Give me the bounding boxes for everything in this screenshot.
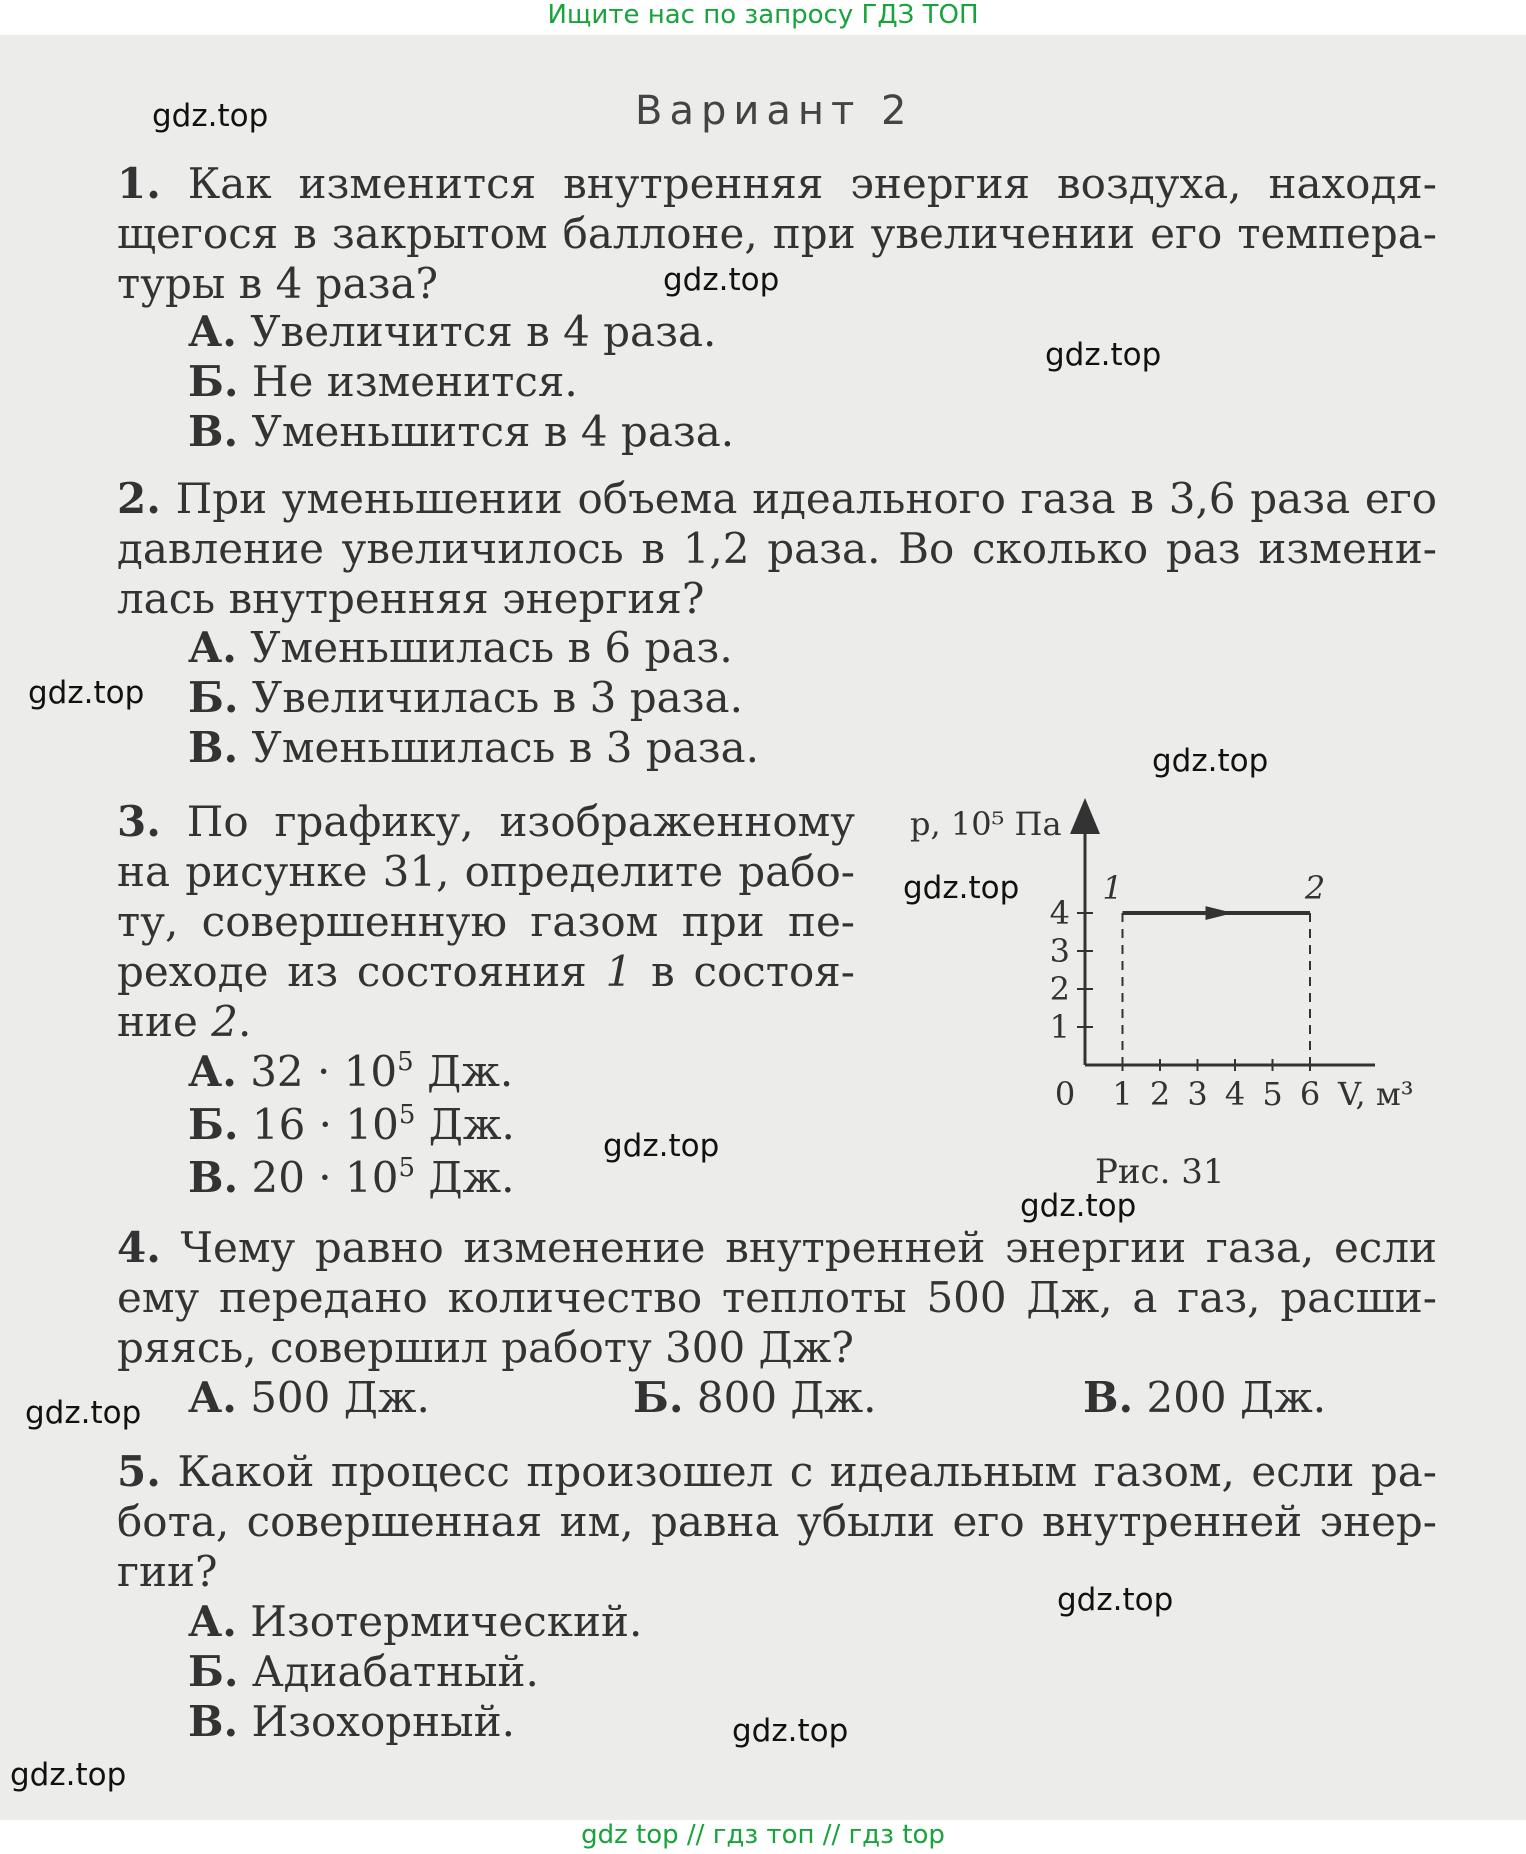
x-tick-label: 4 — [1224, 1075, 1246, 1113]
q3-option-c: В. $20 \cdot 10^5$ Дж. — [188, 1152, 515, 1202]
pv-diagram — [895, 795, 1455, 1115]
q2-line3: лась внутренняя энергия? — [117, 574, 705, 623]
y-tick-label: 4 — [1049, 894, 1070, 932]
q1-line1: 1. Как изменится внутренняя энергия воздуха, находя- — [117, 159, 1437, 208]
q2-option-c: В. Уменьшилась в 3 раза. — [188, 723, 760, 772]
q5-option-a: А. Изотермический. — [188, 1597, 643, 1646]
q3-line5: ние 2. — [117, 997, 252, 1046]
q5-option-b: Б. Адиабатный. — [188, 1647, 539, 1696]
q1-option-a: А. Увеличится в 4 раза. — [188, 307, 717, 356]
watermark: gdz.top — [1152, 743, 1269, 779]
watermark: gdz.top — [903, 870, 1020, 906]
watermark: gdz.top — [152, 98, 269, 134]
q1-option-b: Б. Не изменится. — [188, 357, 578, 406]
q2-option-a: А. Уменьшилась в 6 раз. — [188, 623, 733, 672]
q3-line2: на рисунке 31, определите рабо- — [117, 847, 855, 896]
q4-option-c: В. 200 Дж. — [1083, 1373, 1327, 1422]
q4-line1: 4. Чему равно изменение внутренней энергии газа, если — [117, 1223, 1437, 1272]
watermark: gdz.top — [25, 1395, 142, 1431]
state-label: 1 — [1102, 869, 1123, 907]
top-banner: Ищите нас по запросу ГДЗ ТОП — [547, 0, 979, 30]
q5-line2: бота, совершенная им, равна убыли его внутренней энер- — [117, 1497, 1437, 1546]
origin-label: 0 — [1054, 1075, 1076, 1113]
q5-line3: гии? — [117, 1547, 218, 1596]
x-tick-label: 5 — [1262, 1075, 1283, 1113]
y-tick-label: 1 — [1049, 1008, 1070, 1046]
x-tick-label: 6 — [1299, 1075, 1321, 1113]
q5-option-c: В. Изохорный. — [188, 1697, 515, 1746]
q3-line3: ту, совершенную газом при пе- — [117, 897, 855, 946]
q3-option-b: Б. $16 \cdot 10^5$ Дж. — [188, 1099, 515, 1149]
q1-line3: туры в 4 раза? — [117, 259, 439, 308]
watermark: gdz.top — [1057, 1582, 1174, 1618]
y-axis-label: p, 10⁵ Па — [910, 805, 1062, 843]
q1-option-c: В. Уменьшится в 4 раза. — [188, 407, 735, 456]
figure-caption: Рис. 31 — [1095, 1152, 1225, 1192]
y-tick-label: 2 — [1049, 970, 1070, 1008]
q2-line2: давление увеличилось в 1,2 раза. Во сколько раз измени- — [117, 524, 1437, 573]
q2-line1: 2. При уменьшении объема идеального газа в 3,6 раза его — [117, 474, 1437, 523]
x-tick-label: 2 — [1149, 1075, 1171, 1113]
q5-line1: 5. Какой процесс произошел с идеальным газом, если ра- — [117, 1447, 1437, 1496]
page-title: Вариант 2 — [635, 88, 914, 134]
q3-option-a: А. $32 \cdot 10^5$ Дж. — [188, 1046, 514, 1096]
x-tick-label: 1 — [1112, 1075, 1133, 1113]
y-tick-label: 3 — [1049, 932, 1070, 970]
watermark: gdz.top — [663, 262, 780, 298]
watermark: gdz.top — [1045, 337, 1162, 373]
x-axis-label: V, м³ — [1338, 1075, 1414, 1113]
bottom-banner: gdz top // гдз топ // гдз top — [581, 1820, 945, 1850]
watermark: gdz.top — [10, 1757, 127, 1793]
watermark: gdz.top — [1020, 1188, 1137, 1224]
q4-line2: ему передано количество теплоты 500 Дж, а газ, расши- — [117, 1273, 1437, 1322]
q3-line4: реходе из состояния 1 в состоя- — [117, 947, 855, 996]
q1-line2: щегося в закрытом баллоне, при увеличении его темпера- — [117, 209, 1437, 258]
watermark: gdz.top — [28, 675, 145, 711]
q4-option-b: Б. 800 Дж. — [633, 1373, 877, 1422]
q4-line3: ряясь, совершил работу 300 Дж? — [117, 1323, 854, 1372]
state-label: 2 — [1304, 869, 1326, 907]
x-tick-label: 3 — [1187, 1075, 1208, 1113]
watermark: gdz.top — [603, 1128, 720, 1164]
q3-line1: 3. По графику, изображенному — [117, 797, 855, 846]
q4-option-a: А. 500 Дж. — [188, 1373, 430, 1422]
watermark: gdz.top — [732, 1713, 849, 1749]
q2-option-b: Б. Увеличилась в 3 раза. — [188, 673, 743, 722]
